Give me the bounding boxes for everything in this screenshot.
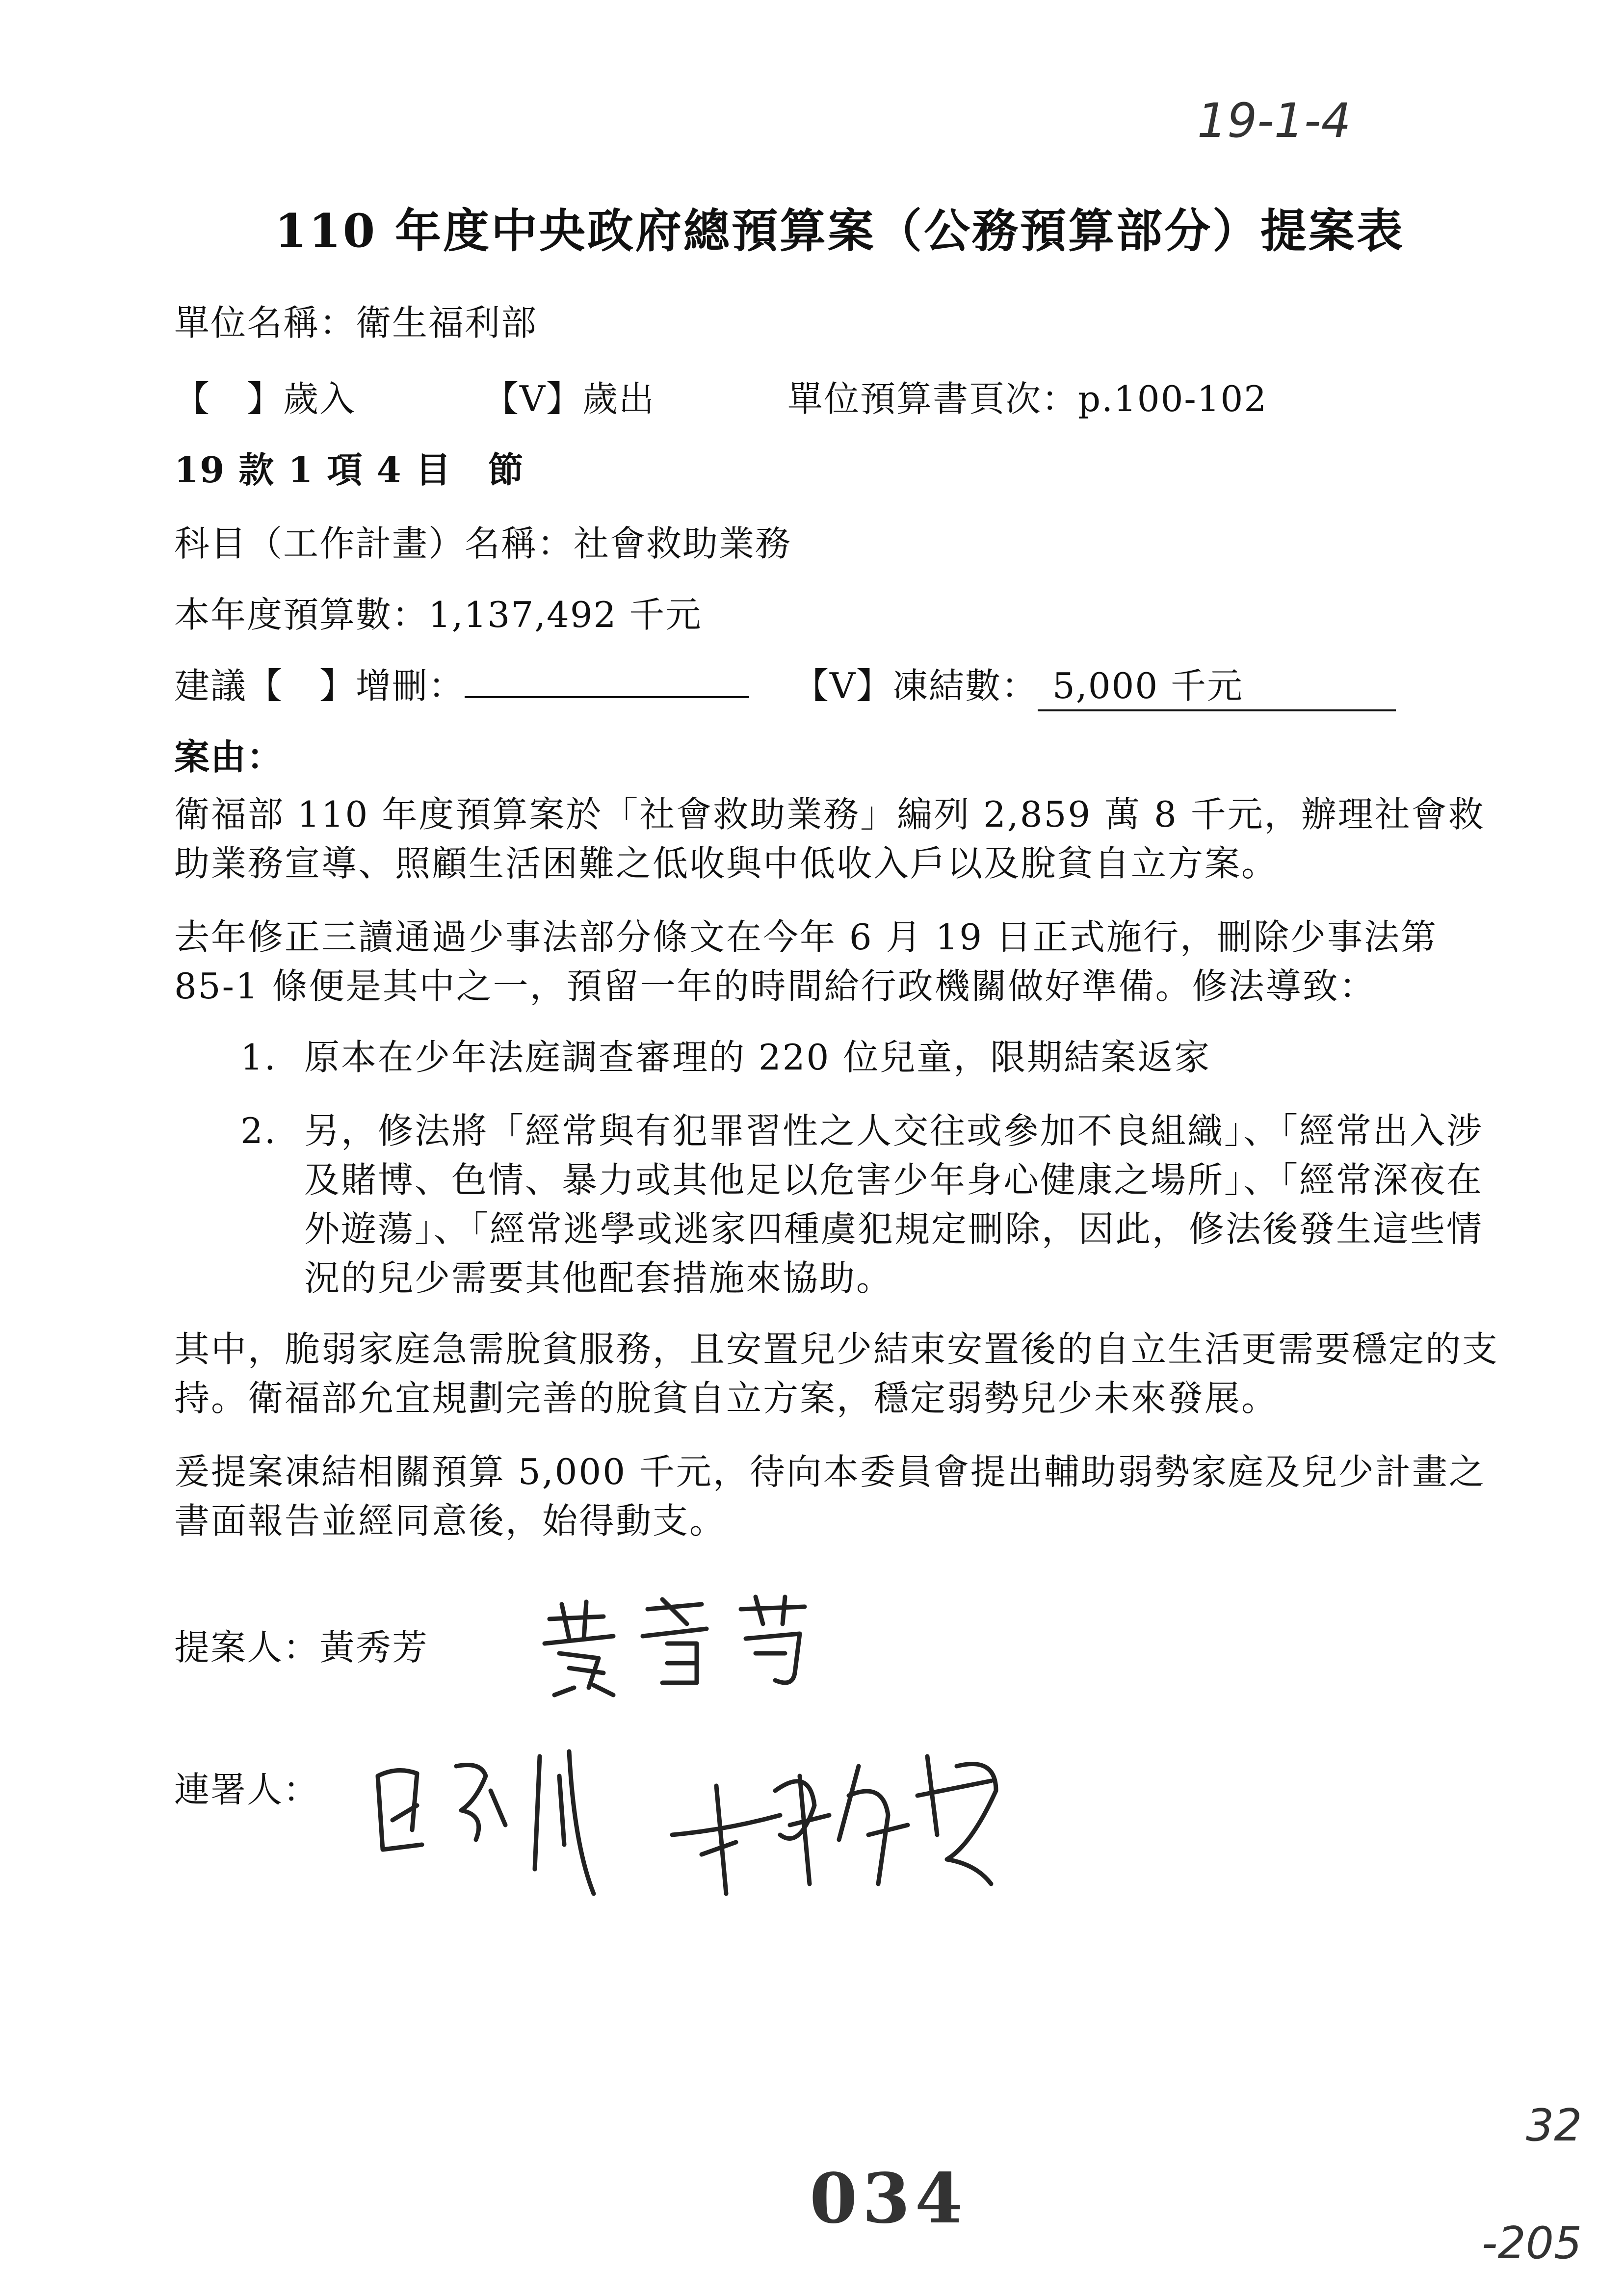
list-item-number-2: 2. <box>240 1110 277 1151</box>
budget-page-ref: 單位預算書頁次：p.100-102 <box>787 378 1268 419</box>
revenue-checkbox: 【 】歲入 <box>174 378 356 419</box>
page-title: 110 年度中央政府總預算案（公務預算部分）提案表 <box>275 204 1405 258</box>
proposer-label: 提案人：黃秀芳 <box>174 1627 429 1668</box>
subject-name: 科目（工作計畫）名稱：社會救助業務 <box>174 523 792 564</box>
page-number: 034 <box>810 2159 968 2239</box>
handwritten-annotation-right-2: -205 <box>1482 2218 1582 2269</box>
paragraph-3: 其中，脆弱家庭急需脫貧服務，且安置兒少結束安置後的自立生活更需要穩定的支持。衛福部允宜規劃完善的脫貧自立方案，穩定弱勢兒少未來發展。 <box>174 1329 1499 1419</box>
reason-heading: 案由： <box>174 736 284 778</box>
cosigner-signature-1 <box>363 1747 638 1904</box>
list-item-2: 另，修法將「經常與有犯罪習性之人交往或參加不良組織」、「經常出入涉及賭博、色情、暴力或其他足以危害少年身心健康之場所」、「經常深夜在外遊蕩」、「經常逃學或逃家四種虞犯規定刪除，因此，修法後發生這些情況的兒少需要其他配套措施來協助。 <box>304 1110 1484 1299</box>
handwritten-annotation-right-1: 32 <box>1526 2100 1582 2151</box>
paragraph-1: 衛福部 110 年度預算案於「社會救助業務」編列 2,859 萬 8 千元，辦理社會救助業務宣導、照顧生活困難之低收與中低收入戶以及脫貧自立方案。 <box>174 794 1485 884</box>
handwritten-annotation-top: 19-1-4 <box>1197 93 1351 148</box>
list-item-number-1: 1. <box>240 1037 277 1078</box>
suggest-blank <box>465 662 749 698</box>
suggest-label: 建議【 】增刪： <box>174 665 465 706</box>
unit-name: 單位名稱：衛生福利部 <box>174 302 538 343</box>
freeze-label: 【V】凍結數： <box>793 665 1038 706</box>
expenditure-checkbox: 【V】歲出 <box>483 378 655 419</box>
freeze-value <box>1038 657 1396 711</box>
paragraph-2: 去年修正三讀通過少事法部分條文在今年 6 月 19 日正式施行，刪除少事法第 85-1 條便是其中之一，預留一年的時間給行政機關做好準備。修法導致： <box>174 916 1438 1007</box>
cosigner-label: 連署人： <box>174 1769 320 1810</box>
freeze-value-text: 5,000 千元 <box>1052 665 1244 706</box>
budget-amount: 本年度預算數：1,137,492 千元 <box>174 594 702 635</box>
list-item-1: 原本在少年法庭調查審理的 220 位兒童，限期結案返家 <box>304 1037 1211 1078</box>
paragraph-4: 爰提案凍結相關預算 5,000 千元，待向本委員會提出輔助弱勢家庭及兒少計畫之書面報告並經同意後，始得動支。 <box>174 1451 1486 1541</box>
proposer-signature <box>540 1590 814 1697</box>
cosigner-signature-2 <box>653 1737 1035 1904</box>
suggestion-row <box>174 657 1396 711</box>
section-line: 19 款 1 項 4 目 節 <box>174 449 524 491</box>
